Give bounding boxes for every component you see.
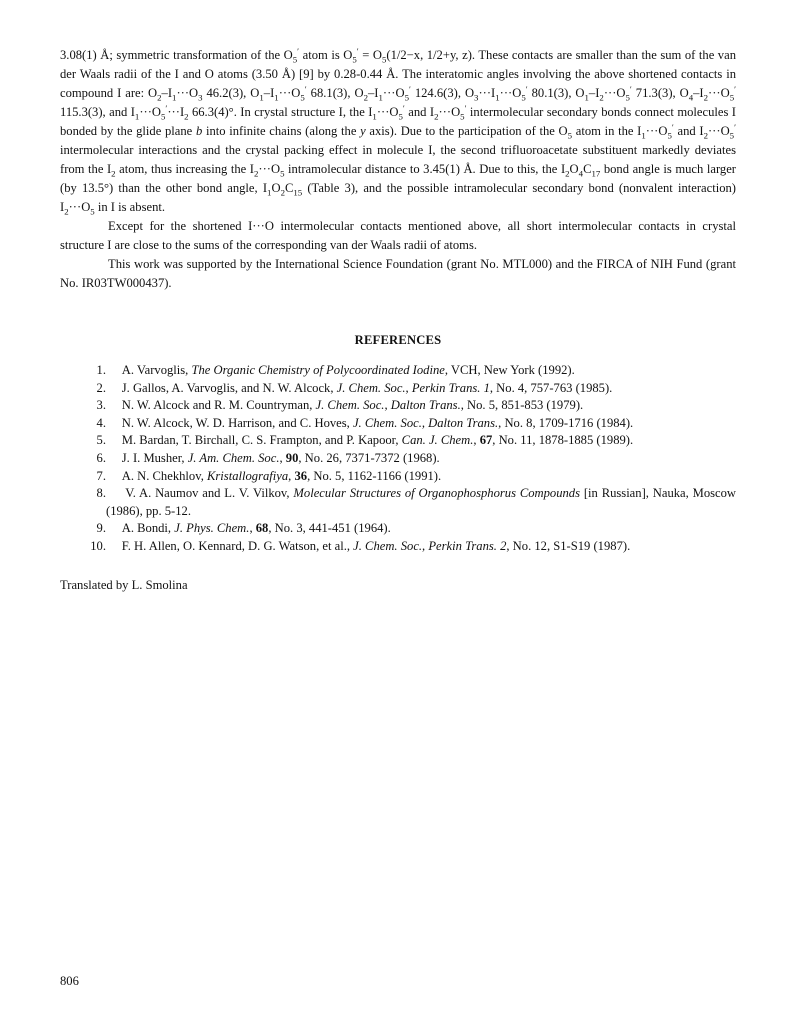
acknowledgement-paragraph: This work was supported by the International Science Foundation (grant No. MTL000) and the FIRCA of NIH Fund (grant No. IR03TW000437). [60, 257, 736, 290]
reference-item [60, 362, 736, 380]
reference-number: 4. [96, 415, 106, 430]
reference-item [60, 485, 736, 520]
reference-text: F. H. Allen, O. Kennard, D. G. Watson, et al., J. Chem. Soc., Perkin Trans. 2, No. 12, S1-S19 (1987). [121, 538, 631, 553]
reference-item [60, 538, 736, 556]
body-paragraph-2: Except for the shortened I···O intermolecular contacts mentioned above, all short intermolecular contacts in crystal structure I are close to the sums of the corresponding van der Waals radii of atoms. [60, 219, 736, 252]
page-content [60, 46, 736, 593]
reference-number: 3. [96, 398, 106, 413]
reference-item [60, 380, 736, 398]
reference-number: 10. [90, 538, 106, 553]
reference-item [60, 450, 736, 468]
translator-credit: Translated by L. Smolina [60, 577, 188, 592]
reference-number: 5. [96, 433, 106, 448]
reference-text: N. W. Alcock and R. M. Countryman, J. Chem. Soc., Dalton Trans., No. 5, 851-853 (1979). [121, 398, 584, 413]
reference-number: 1. [96, 363, 106, 377]
references-heading: REFERENCES [354, 333, 442, 347]
reference-text: M. Bardan, T. Birchall, C. S. Frampton, and P. Kapoor, Can. J. Chem., 67, No. 11, 1878-1885 (1989). [121, 433, 634, 448]
reference-number: 8. [96, 486, 106, 501]
reference-number: 9. [96, 521, 106, 536]
references-list [60, 362, 736, 556]
body-paragraph-1: 3.08(1) Å; symmetric transformation of the $O_5'$ atom is $O_5' = O_5(1/2-x$, 1/2+y, z). These contacts are smaller than the sum of the van der Waals radii of the I and O atoms (3.50 Å) [9] by 0.28-0.44 Å. The interatomic angles involving the above shortened contacts in compound I are: $O_2-I_1\cdot\cdot\cdot O_3$ 46.2(3), $O_1-I_1\cdot\cdot\cdot O_5'$ 68.1(3), $O_2-I_1\cdot\cdot\cdot O_5'$ 124.6(3), $O_3\cdot\cdot\cdot I_1\cdot\cdot\cdot O_5'$ 80.1(3), $O_1-I_2\cdot\cdot\cdot O_5'$ 71.3(3), $O_4-I_2\cdot\cdot\cdot O_5'$ 115.3(3), and $I_1\cdot\cdot\cdot O_5'\cdot\cdot\cdot I_2$ 66.3(4)°. In crystal structure I, the $I_1\cdot\cdot\cdot O_5'$ and $I_2\cdot\cdot\cdot O_5'$ intermolecular secondary bonds connect molecules I bonded by the glide plane b into infinite chains (along the y axis). Due to the participation of the $O_5$ atom in the $I_1\cdot\cdot\cdot O_5'$ and $I_2\cdot\cdot\cdot O_5'$ intermolecular interactions and the crystal packing effect in molecule I, the second trifluoroacetate substituent markedly deviates from the $I_2$ atom, thus increasing the $I_2\cdot\cdot\cdot O_5$ intramolecular distance to 3.45(1) Å. Due to this, the $I_2O_4C_{17}$ bond angle is much larger (by 13.5°) than the other bond angle, $I_1O_2C_{15}$ (Table 3), and the possible intramolecular secondary bond (nonvalent interaction) $I_2\cdot\cdot\cdot O_5$ in I is absent. [60, 45, 737, 217]
reference-text: A. Varvoglis, The Organic Chemistry of Polycoordinated Iodine, VCH, New York (1992). [121, 363, 575, 377]
reference-item [60, 468, 736, 486]
reference-text: J. Gallos, A. Varvoglis, and N. W. Alcock, J. Chem. Soc., Perkin Trans. 1, No. 4, 757-763 (1985). [121, 380, 613, 395]
reference-text: A. Bondi, J. Phys. Chem., 68, No. 3, 441-451 (1964). [121, 521, 391, 536]
reference-item [60, 397, 736, 415]
reference-number: 6. [96, 450, 106, 465]
reference-text: A. N. Chekhlov, Kristallografiya, 36, No. 5, 1162-1166 (1991). [121, 468, 442, 483]
reference-text: V. A. Naumov and L. V. Vilkov, Molecular Structures of Organophosphorus Compounds [in Russian], Nauka, Moscow (1986), pp. 5-12. [106, 486, 736, 518]
reference-text: J. I. Musher, J. Am. Chem. Soc., 90, No. 26, 7371-7372 (1968). [121, 450, 440, 465]
reference-number: 2. [96, 380, 106, 395]
reference-number: 7. [96, 468, 106, 483]
reference-item [60, 520, 736, 538]
page-number: 806 [60, 974, 79, 988]
reference-text: N. W. Alcock, W. D. Harrison, and C. Hoves, J. Chem. Soc., Dalton Trans., No. 8, 1709-1716 (1984). [121, 415, 634, 430]
reference-item [60, 415, 736, 433]
reference-item [60, 432, 736, 450]
